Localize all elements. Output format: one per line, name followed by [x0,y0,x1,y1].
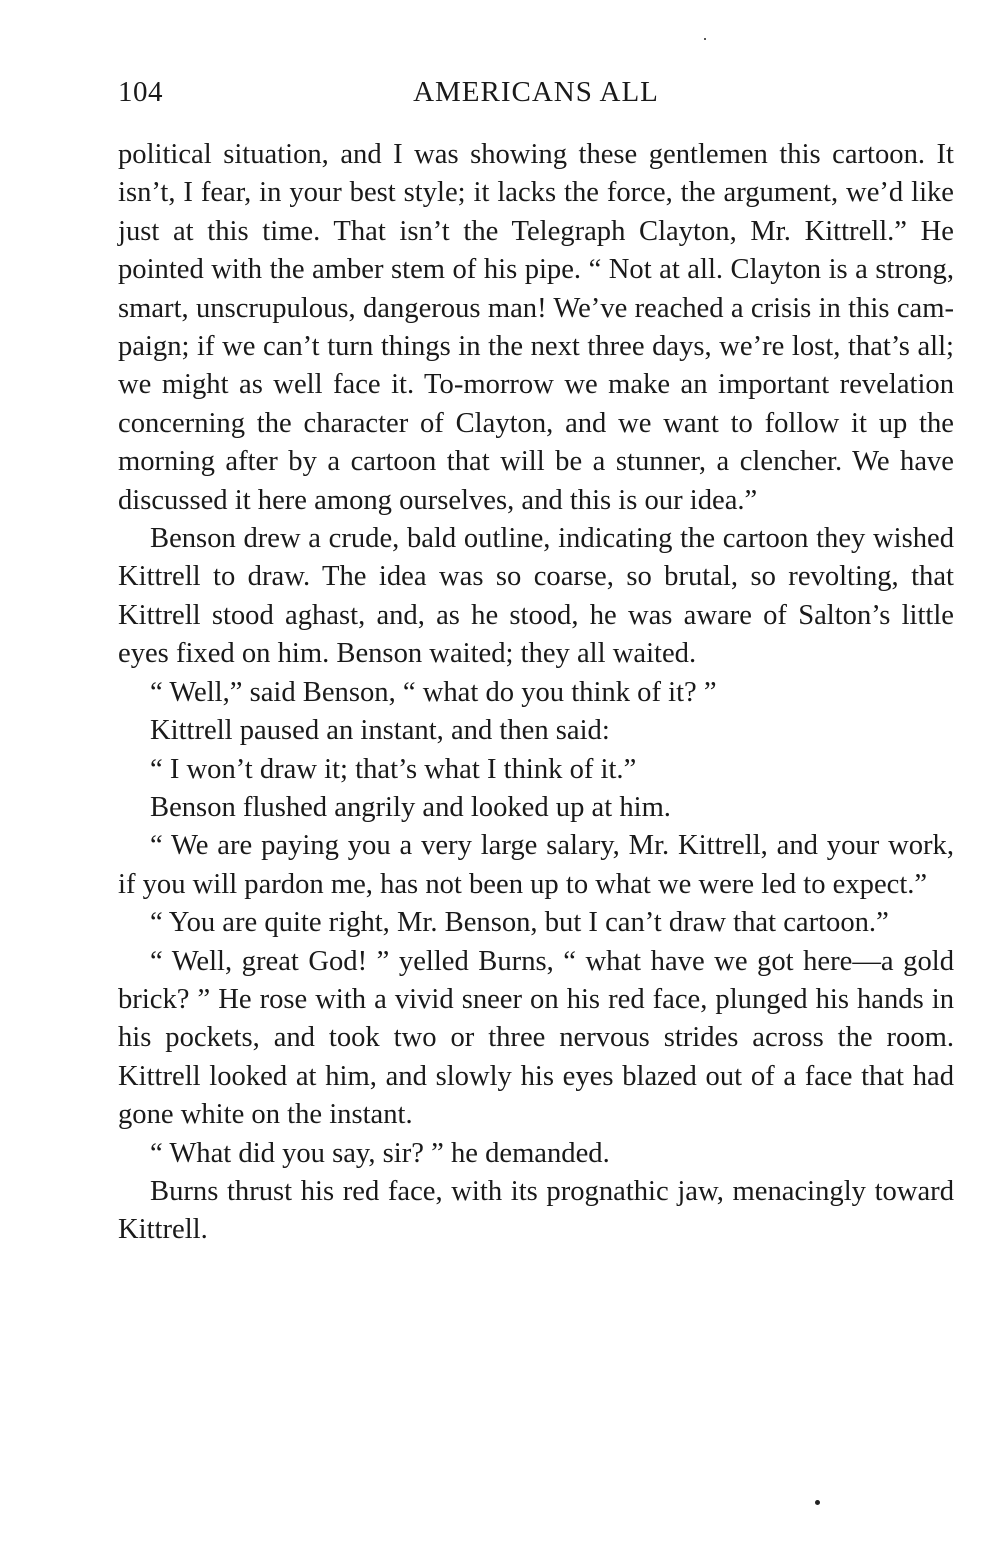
paragraph-4: Kittrell paused an instant, and then said: [150,715,610,747]
paragraph-10: “ What did you say, sir? ” he demanded. [150,1137,610,1169]
paragraph-3: “ Well,” said Benson, “ what do you think of it? ” [150,676,717,708]
page-header [118,76,954,116]
ink-speck [704,38,706,40]
running-head: AMERICANS ALL [413,76,659,108]
paragraph-6: Benson flushed angrily and looked up at him. [150,791,671,823]
body-text [118,136,954,1250]
paragraph-1: political situation, and I was showing these gentlemen this cartoon. It isn’t, I fear, in your best style; it lacks the force, the argument, we’d like just at this time. That isn’t the Telegraph Clayton, Mr. Kittrell.” He pointed with the amber stem of his pipe. “ Not at all. Clayton is a strong, smart, unscrupulous, dangerous man! We’ve reached a crisis in this campaign; if we can’t turn things in the next three days, we’re lost, that’s all; we might as well face it. To-morrow we make an important revelation concerning the character of Clayton, and we want to follow it up the morning after by a cartoon that will be a stunner, a clencher. We have discussed it here among ourselves, and this is our idea.” [118,139,954,516]
page-number: 104 [118,76,163,108]
paragraph-7: “ We are paying you a very large salary, Mr. Kittrell, and your work, if you will pardon me, has not been up to what we were led to expect.” [118,830,954,900]
ink-speck [815,1500,820,1505]
paragraph-9: “ Well, great God! ” yelled Burns, “ what have we got here—a gold brick? ” He rose with a vivid sneer on his red face, plunged his hands in his pockets, and took two or three nervous strides across the room. Kittrell looked at him, and slowly his eyes blazed out of a face that had gone white on the instant. [118,945,954,1131]
paragraph-8: “ You are quite right, Mr. Benson, but I can’t draw that cartoon.” [150,907,889,939]
paragraph-11: Burns thrust his red face, with its prognathic jaw, menacingly toward Kittrell. [118,1175,954,1246]
paragraph-5: “ I won’t draw it; that’s what I think of it.” [150,753,637,785]
paragraph-2: Benson drew a crude, bald outline, indicating the cartoon they wished Kittrell to draw. The idea was so coarse, so brutal, so revolting, that Kittrell stood aghast, and, as he stood, he was aware of Salton’s little eyes fixed on him. Benson waited; they all waited. [118,523,954,670]
